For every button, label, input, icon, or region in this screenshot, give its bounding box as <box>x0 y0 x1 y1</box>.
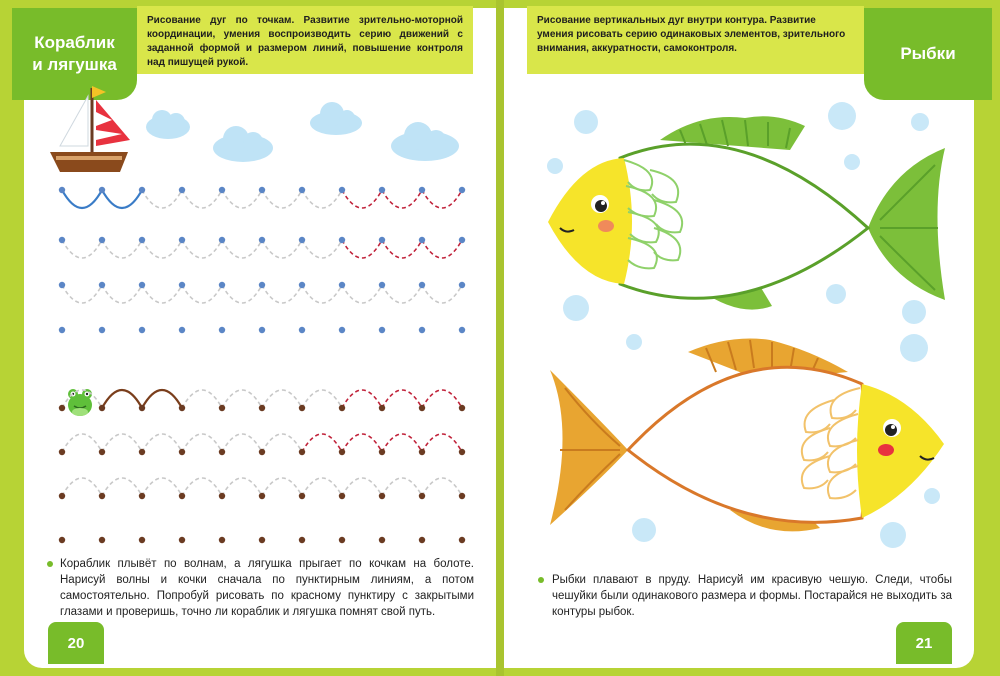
tracing-arc <box>422 190 462 208</box>
tracing-arc <box>342 434 382 452</box>
tracing-arc <box>142 390 182 408</box>
tracing-arc <box>222 240 262 258</box>
tracing-arc <box>222 434 262 452</box>
tracing-dot <box>259 187 265 193</box>
cloud-icon <box>310 102 362 135</box>
bullet-icon <box>47 561 53 567</box>
tracing-dot <box>99 405 105 411</box>
tracing-arc <box>422 390 462 408</box>
cloud-icon <box>146 110 190 139</box>
tracing-dot <box>99 237 105 243</box>
sailboat-icon <box>50 86 130 172</box>
tracing-dot <box>219 493 225 499</box>
tracing-arc <box>182 478 222 496</box>
tracing-arc <box>62 190 102 208</box>
tracing-dot <box>299 282 305 288</box>
tracing-dot <box>339 282 345 288</box>
tracing-arc <box>102 478 142 496</box>
tracing-dot <box>339 449 345 455</box>
tracing-dot <box>139 537 145 543</box>
tracing-dot <box>339 327 345 333</box>
tracing-dot <box>179 537 185 543</box>
tracing-arc <box>262 434 302 452</box>
tracing-arc <box>422 478 462 496</box>
tracing-arc <box>342 390 382 408</box>
tracing-dot <box>459 282 465 288</box>
page-number-right: 21 <box>896 622 952 664</box>
tracing-dot <box>299 187 305 193</box>
tracing-dot <box>419 537 425 543</box>
tracing-arc <box>302 190 342 208</box>
tracing-arc <box>382 190 422 208</box>
tracing-dot <box>99 282 105 288</box>
tracing-arc <box>102 190 142 208</box>
tracing-dot <box>59 237 65 243</box>
tracing-arc <box>262 478 302 496</box>
tracing-arc <box>182 390 222 408</box>
tracing-arc <box>102 434 142 452</box>
tracing-arc <box>222 285 262 303</box>
tracing-arc <box>302 240 342 258</box>
cloud-icon <box>391 122 459 161</box>
tracing-dot <box>59 493 65 499</box>
tracing-dot <box>139 282 145 288</box>
tracing-arc <box>262 190 302 208</box>
tracing-dot <box>339 537 345 543</box>
tracing-dot <box>219 405 225 411</box>
tracing-dot <box>339 187 345 193</box>
tracing-dot <box>379 237 385 243</box>
tracing-arc <box>422 434 462 452</box>
tracing-dot <box>219 449 225 455</box>
tracing-dot <box>219 327 225 333</box>
tracing-dot <box>179 449 185 455</box>
tracing-arc <box>62 240 102 258</box>
tracing-dot <box>59 327 65 333</box>
tracing-arc <box>382 285 422 303</box>
tracing-dot <box>179 282 185 288</box>
tracing-dot <box>219 282 225 288</box>
tracing-dot <box>459 493 465 499</box>
description-left: Рисование дуг по точкам. Развитие зрительно-моторной координации, умения воспроизводить серию движений с заданной формой и размером линий, повышение контроля над пишущей рукой. <box>137 6 473 74</box>
tracing-dot <box>379 449 385 455</box>
frog-icon <box>68 389 92 416</box>
tracing-arc <box>342 285 382 303</box>
tracing-dot <box>139 493 145 499</box>
tracing-dot <box>99 493 105 499</box>
tracing-arc <box>382 390 422 408</box>
tracing-dot <box>419 237 425 243</box>
section-title-right: Рыбки <box>900 44 956 63</box>
instruction-right: Рыбки плавают в пруду. Нарисуй им красивую чешую. Следи, чтобы чешуйки были одинакового размера и формы. Постарайся не выходить за контуры рыбок. <box>552 574 952 618</box>
tracing-dot <box>99 327 105 333</box>
tracing-dot <box>59 187 65 193</box>
tracing-dot <box>459 237 465 243</box>
tracing-dot <box>99 449 105 455</box>
tracing-dot <box>99 187 105 193</box>
tracing-dot <box>139 449 145 455</box>
tracing-arc <box>262 285 302 303</box>
tracing-dot <box>419 187 425 193</box>
tracing-dot <box>299 449 305 455</box>
tracing-dot <box>419 449 425 455</box>
tracing-arc <box>302 478 342 496</box>
tracing-dot <box>139 187 145 193</box>
tracing-arc <box>382 478 422 496</box>
tracing-dot <box>419 282 425 288</box>
tracing-arc <box>302 390 342 408</box>
wave-tracing-grid <box>59 187 465 333</box>
tracing-dot <box>299 537 305 543</box>
description-right: Рисование вертикальных дуг внутри контура. Развитие умения рисовать серию одинаковых элементов, зрительного внимания, аккуратности, самоконтроля. <box>527 6 864 74</box>
tracing-arc <box>222 190 262 208</box>
tracing-arc <box>142 240 182 258</box>
tracing-dot <box>259 449 265 455</box>
bullet-icon <box>538 577 544 583</box>
tracing-dot <box>179 405 185 411</box>
tracing-arc <box>142 190 182 208</box>
tracing-dot <box>259 327 265 333</box>
tracing-arc <box>62 478 102 496</box>
tracing-dot <box>59 405 65 411</box>
tracing-dot <box>339 405 345 411</box>
tracing-dot <box>99 537 105 543</box>
tracing-arc <box>182 190 222 208</box>
tracing-dot <box>59 282 65 288</box>
tracing-dot <box>299 327 305 333</box>
tracing-arc <box>222 478 262 496</box>
tracing-arc <box>62 285 102 303</box>
tracing-arc <box>102 285 142 303</box>
tracing-dot <box>339 493 345 499</box>
tracing-dot <box>419 327 425 333</box>
tracing-arc <box>342 190 382 208</box>
hummock-tracing-grid <box>59 390 465 543</box>
tracing-dot <box>59 449 65 455</box>
tracing-arc <box>342 478 382 496</box>
tracing-dot <box>259 405 265 411</box>
tracing-dot <box>139 405 145 411</box>
tracing-arc <box>142 285 182 303</box>
tracing-dot <box>379 537 385 543</box>
section-title-left: Кораблик и лягушка <box>32 33 117 74</box>
tracing-arc <box>182 434 222 452</box>
tracing-dot <box>259 493 265 499</box>
tracing-dot <box>299 237 305 243</box>
tracing-arc <box>422 285 462 303</box>
tracing-dot <box>379 405 385 411</box>
tracing-dot <box>459 449 465 455</box>
tracing-dot <box>379 327 385 333</box>
tracing-dot <box>459 327 465 333</box>
tracing-arc <box>302 285 342 303</box>
tracing-arc <box>182 240 222 258</box>
tracing-dot <box>59 537 65 543</box>
tracing-dot <box>379 282 385 288</box>
tracing-dot <box>299 493 305 499</box>
tracing-arc <box>62 434 102 452</box>
tracing-dot <box>299 405 305 411</box>
tracing-arc <box>102 240 142 258</box>
fish-icon <box>550 339 944 532</box>
instruction-left: Кораблик плывёт по волнам, а лягушка прыгает по кочкам на болоте. Нарисуй волны и кочки сначала по пунктирным линиям, а потом самостоятельно. Попробуй рисовать по красному пунктиру с закрытыми глазами и проверишь, точно ли кораблик и лягушка помнят свой путь. <box>60 558 474 618</box>
tracing-dot <box>259 237 265 243</box>
tracing-dot <box>219 537 225 543</box>
tracing-dot <box>259 537 265 543</box>
tracing-arc <box>262 390 302 408</box>
tracing-arc <box>102 390 142 408</box>
fish-icon <box>548 116 945 309</box>
tracing-arc <box>422 240 462 258</box>
tracing-arc <box>342 240 382 258</box>
tracing-dot <box>419 405 425 411</box>
tracing-dot <box>419 493 425 499</box>
tracing-arc <box>382 240 422 258</box>
tracing-dot <box>219 187 225 193</box>
tracing-dot <box>219 237 225 243</box>
tracing-dot <box>339 237 345 243</box>
tracing-dot <box>459 187 465 193</box>
tracing-dot <box>179 187 185 193</box>
tracing-arc <box>142 478 182 496</box>
tracing-dot <box>179 493 185 499</box>
page-number-left: 20 <box>48 622 104 664</box>
tracing-dot <box>459 405 465 411</box>
tracing-dot <box>379 187 385 193</box>
tracing-dot <box>139 327 145 333</box>
tracing-arc <box>302 434 342 452</box>
tracing-dot <box>179 237 185 243</box>
tracing-dot <box>259 282 265 288</box>
tracing-arc <box>142 434 182 452</box>
cloud-icon <box>213 126 273 162</box>
tracing-arc <box>262 240 302 258</box>
tracing-dot <box>139 237 145 243</box>
tracing-dot <box>459 537 465 543</box>
tracing-dot <box>179 327 185 333</box>
tracing-arc <box>182 285 222 303</box>
tracing-arc <box>382 434 422 452</box>
tracing-dot <box>379 493 385 499</box>
tracing-arc <box>222 390 262 408</box>
